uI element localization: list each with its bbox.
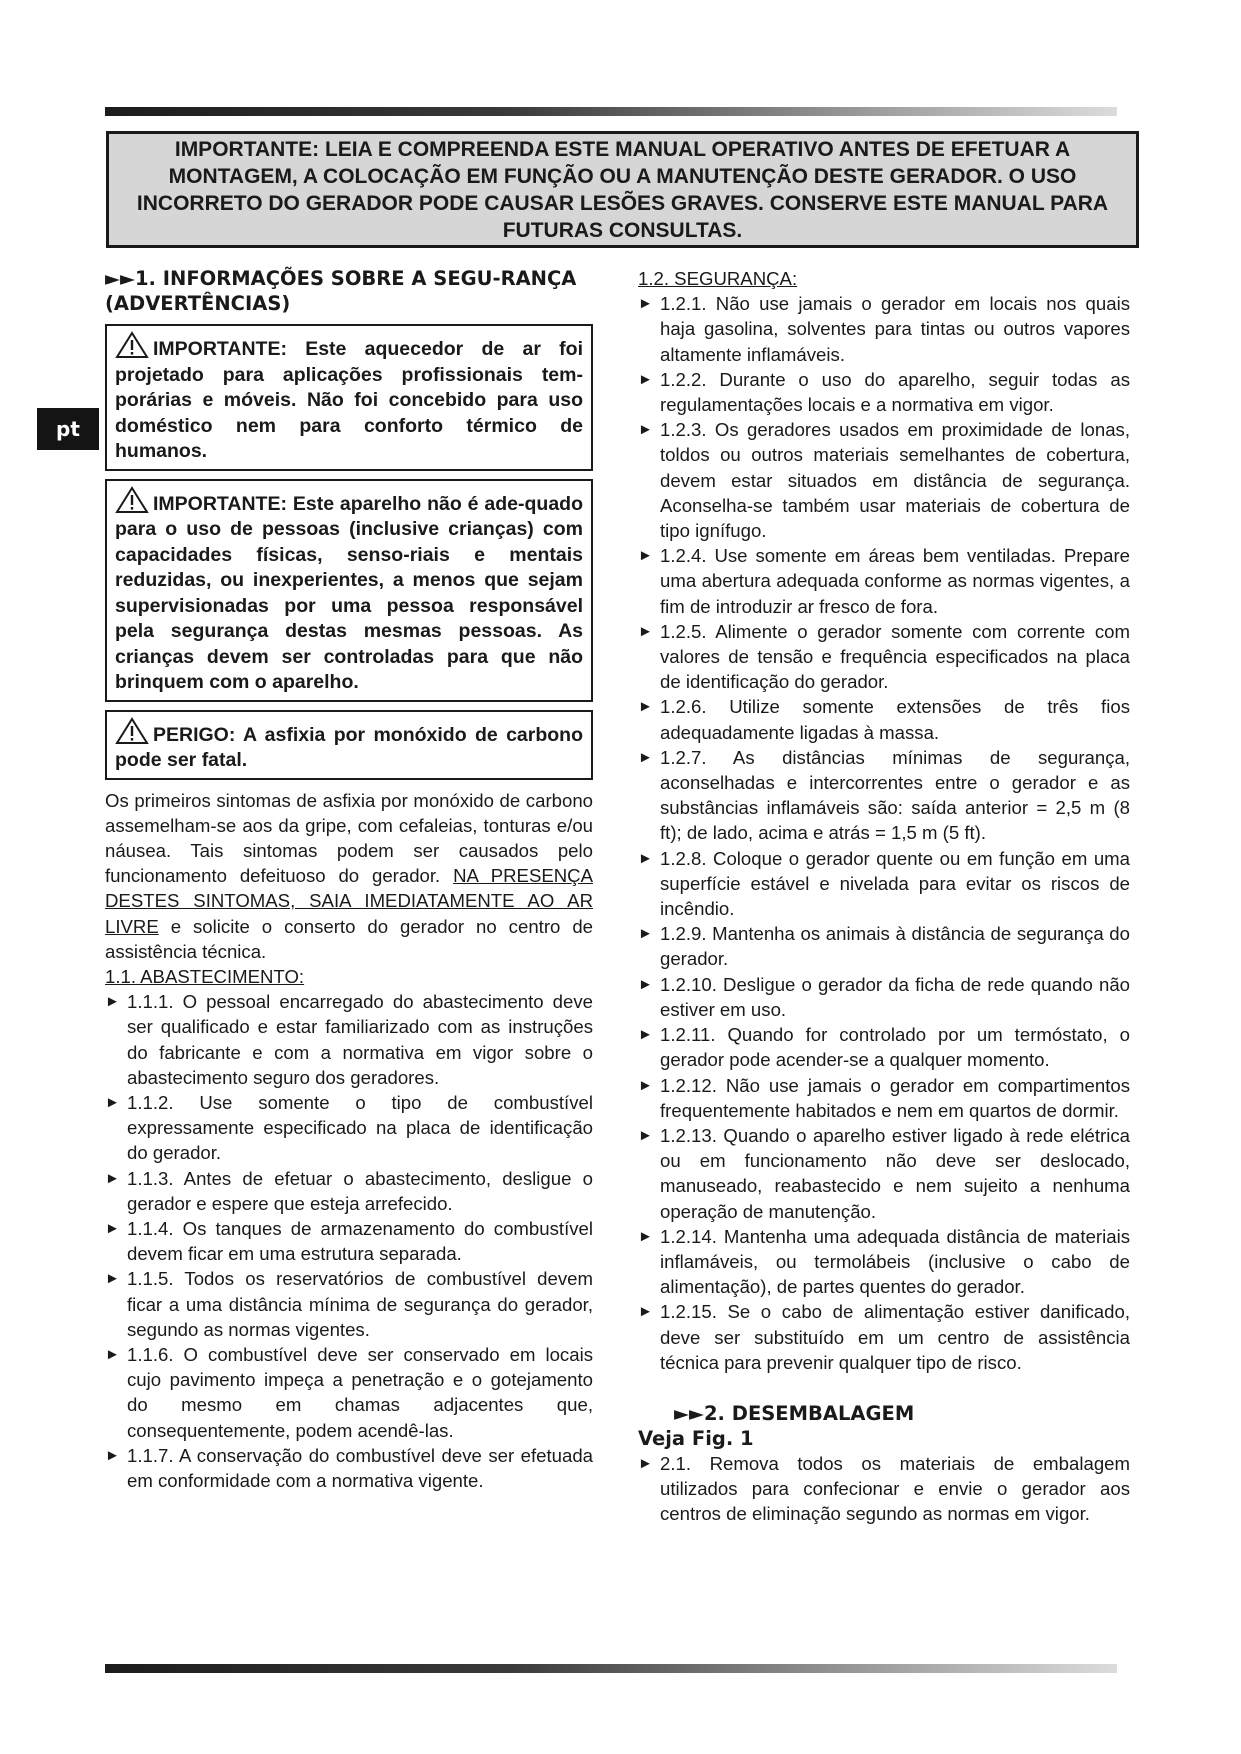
bullet-arrow-icon: ► xyxy=(638,295,653,313)
bullet-arrow-icon: ► xyxy=(638,421,653,439)
bullet-arrow-icon: ► xyxy=(638,698,653,716)
banner-text: IMPORTANTE: LEIA E COMPREENDA ESTE MANUAL OPERATIVO ANTES DE EFETUAR A MONTAGEM, A COLOCAÇÃO EM FUNÇÃO OU A MANUTENÇÃO DESTE GERADOR. O USO INCORRETO DO GERADOR PODE CAUSAR LESÕES GRAVES. CONSERVE ESTE MANUAL PARA FUTURAS CONSULTAS. xyxy=(136,137,1109,242)
list-item xyxy=(105,1266,593,1342)
bullet-arrow-icon: ► xyxy=(105,1219,120,1237)
section-2-subtitle: Veja Fig. 1 xyxy=(638,1426,754,1450)
list-item-text: 1.2.9. Mantenha os animais à distância de segurança do gerador. xyxy=(660,923,1130,970)
bullet-arrow-icon: ► xyxy=(105,993,120,1011)
section-1-title: ►►1. INFORMAÇÕES SOBRE A SEGU-RANÇA (ADVERTÊNCIAS) xyxy=(105,267,577,315)
list-1-1 xyxy=(105,989,593,1493)
list-item-text: 1.1.5. Todos os reservatórios de combustível devem ficar a uma distância mínima de segurança do gerador, segundo as normas vigentes. xyxy=(127,1268,593,1340)
co-text-underlined: NA PRESENÇA DESTES SINTOMAS, SAIA IMEDIATAMENTE AO AR LIVRE xyxy=(105,865,593,937)
bullet-arrow-icon: ► xyxy=(638,925,653,943)
list-item xyxy=(638,1299,1130,1375)
warning-triangle-icon xyxy=(115,486,149,514)
warning-box-3 xyxy=(105,710,593,780)
list-item xyxy=(638,921,1130,971)
list-item-text: 1.1.3. Antes de efetuar o abastecimento, desligue o gerador e espere que esteja arrefecido. xyxy=(127,1167,593,1214)
top-rule xyxy=(105,107,1117,116)
bullet-arrow-icon: ► xyxy=(638,1126,653,1144)
list-item-text: 1.2.2. Durante o uso do aparelho, seguir todas as regulamentações locais e a normativa em vigor. xyxy=(660,368,1130,416)
co-text-start: Os primeiros sintomas de asfixia por monóxido de carbono assemelham-se aos da gripe, com cefaleias, tonturas e/ou náusea. Tais sintomas podem ser causados pelo funcionamento defeituoso do gerador. xyxy=(105,789,593,887)
list-item xyxy=(105,1166,593,1216)
bullet-arrow-icon: ► xyxy=(105,1270,120,1288)
list-item-text: 1.2.5. Alimente o gerador somente com corrente com valores de tensão e frequência especificados na placa de identificação do gerador. xyxy=(660,620,1130,693)
list-item xyxy=(105,1090,593,1166)
list-item xyxy=(638,972,1130,1022)
list-item xyxy=(638,1073,1130,1123)
section-2-title: ►►2. DESEMBALAGEM xyxy=(674,1401,915,1425)
bullet-arrow-icon: ► xyxy=(105,1345,120,1363)
subsection-1-2-title: 1.2. SEGURANÇA: xyxy=(638,268,798,289)
list-item-text: 1.1.2. Use somente o tipo de combustível expressamente especificado na placa de identificação do gerador. xyxy=(127,1091,593,1164)
bullet-arrow-icon: ► xyxy=(105,1169,120,1187)
bullet-arrow-icon: ► xyxy=(638,1454,653,1472)
list-2 xyxy=(638,1451,1130,1527)
warning-box-1 xyxy=(105,324,593,471)
bullet-arrow-icon: ► xyxy=(638,622,653,640)
list-item-text: 1.2.15. Se o cabo de alimentação estiver danificado, deve ser substituído em um centro de assistência técnica para prevenir qualquer tipo de risco. xyxy=(660,1301,1130,1373)
list-item xyxy=(638,1022,1130,1072)
list-item xyxy=(638,1224,1130,1300)
list-item-text: 1.2.6. Utilize somente extensões de três fios adequadamente ligadas à massa. xyxy=(660,696,1130,743)
bullet-arrow-icon: ► xyxy=(638,370,653,388)
subsection-1-1-title: 1.1. ABASTECIMENTO: xyxy=(105,965,305,987)
warning-box-2 xyxy=(105,479,593,702)
warning-1-text: IMPORTANTE: Este aquecedor de ar foi projetado para aplicações profissionais tem-porárias e móveis. Não foi concebido para uso doméstico nem para conforto térmico de humanos. xyxy=(115,338,583,462)
list-item-text: 1.2.13. Quando o aparelho estiver ligado à rede elétrica ou em funcionamento não deve ser deslocado, manuseado, reabastecido e nem sujeito a nenhuma operação de manutenção. xyxy=(660,1124,1130,1222)
warning-triangle-icon xyxy=(115,717,149,745)
list-1-2 xyxy=(638,291,1130,1375)
important-banner xyxy=(106,131,1139,248)
warning-3-text: PERIGO: A asfixia por monóxido de carbono pode ser fatal. xyxy=(115,723,583,771)
bullet-arrow-icon: ► xyxy=(105,1446,120,1464)
list-item-text: 2.1. Remova todos os materiais de embalagem utilizados para confecionar e envie o gerador aos centros de eliminação segundo as normas em vigor. xyxy=(660,1452,1130,1525)
bullet-arrow-icon: ► xyxy=(638,1026,653,1044)
right-column xyxy=(638,266,1130,1527)
list-item-text: 1.2.3. Os geradores usados em proximidade de lonas, toldos ou outros materiais semelhantes de cobertura, devem estar situados em distância de segurança. Aconselha-se também usar materiais de cobertura de tipo ignífugo. xyxy=(660,419,1130,542)
co-text-end: e solicite o conserto do gerador no centro de assistência técnica. xyxy=(105,915,593,962)
bullet-arrow-icon: ► xyxy=(638,1076,653,1094)
warning-2-text: IMPORTANTE: Este aparelho não é ade-quado para o uso de pessoas (inclusive crianças) com capacidades físicas, senso-riais e mentais reduzidas, ou inexperientes, a menos que sejam supervisionadas por uma pessoa responsável pela segurança destas mesmas pessoas. As crianças devem ser controladas para que não brinquem com o aparelho. xyxy=(115,492,583,693)
bullet-arrow-icon: ► xyxy=(638,1227,653,1245)
list-item xyxy=(105,1216,593,1266)
list-item-text: 1.2.11. Quando for controlado por um termóstato, o gerador pode acender-se a qualquer momento. xyxy=(660,1024,1130,1071)
list-item-text: 1.2.10. Desligue o gerador da ficha de rede quando não estiver em uso. xyxy=(660,973,1130,1020)
list-item xyxy=(105,1342,593,1443)
section-2 xyxy=(638,1401,1130,1527)
list-item xyxy=(638,1123,1130,1224)
list-item-text: 1.2.7. As distâncias mínimas de segurança, aconselhadas e intercorrentes entre o gerador e as substâncias inflamáveis são: saída anterior = 2,5 m (8 ft); de lado, acima e atrás = 1,5 m (5 ft). xyxy=(660,746,1130,844)
co-symptoms-paragraph xyxy=(105,788,593,964)
language-tab: pt xyxy=(37,408,99,450)
list-item-text: 1.1.4. Os tanques de armazenamento do combustível devem ficar em uma estrutura separada. xyxy=(127,1217,593,1265)
list-item-text: 1.1.1. O pessoal encarregado do abastecimento deve ser qualificado e estar familiarizado com as instruções do fabricante e com a normativa em vigor sobre o abastecimento seguro dos geradores. xyxy=(127,991,593,1088)
list-item-text: 1.1.6. O combustível deve ser conservado em locais cujo pavimento impeça a penetração e o gotejamento do mesmo em chamas adjacentes que, consequentemente, podem acendê-las. xyxy=(127,1343,593,1441)
list-item xyxy=(638,846,1130,922)
list-item xyxy=(638,1451,1130,1527)
bullet-arrow-icon: ► xyxy=(105,1093,120,1111)
bullet-arrow-icon: ► xyxy=(638,975,653,993)
list-item xyxy=(105,989,593,1090)
list-item-text: 1.2.4. Use somente em áreas bem ventiladas. Prepare uma abertura adequada conforme as normas vigentes, a fim de introduzir ar fresco de fora. xyxy=(660,545,1130,617)
bullet-arrow-icon: ► xyxy=(638,849,653,867)
list-item-text: 1.2.14. Mantenha uma adequada distância de materiais inflamáveis, ou termolábeis (inclusive o cabo de alimentação), de partes quentes do gerador. xyxy=(660,1225,1130,1298)
list-item-text: 1.2.8. Coloque o gerador quente ou em função em uma superfície estável e nivelada para evitar os riscos de incêndio. xyxy=(660,847,1130,920)
list-item xyxy=(638,417,1130,543)
list-item xyxy=(638,367,1130,417)
bottom-rule xyxy=(105,1664,1117,1673)
list-item xyxy=(638,694,1130,744)
list-item-text: 1.1.7. A conservação do combustível deve ser efetuada em conformidade com a normativa vigente. xyxy=(127,1444,593,1491)
list-item xyxy=(638,745,1130,846)
left-column xyxy=(105,266,593,1493)
list-item-text: 1.2.12. Não use jamais o gerador em compartimentos frequentemente habitados e nem em quartos de dormir. xyxy=(660,1074,1130,1121)
bullet-arrow-icon: ► xyxy=(638,1303,653,1321)
bullet-arrow-icon: ► xyxy=(638,748,653,766)
list-item-text: 1.2.1. Não use jamais o gerador em locais nos quais haja gasolina, solventes para tintas ou outros vapores altamente inflamáveis. xyxy=(660,293,1130,365)
list-item xyxy=(638,619,1130,695)
list-item xyxy=(105,1443,593,1493)
warning-triangle-icon xyxy=(115,331,149,359)
list-item xyxy=(638,291,1130,367)
bullet-arrow-icon: ► xyxy=(638,547,653,565)
list-item xyxy=(638,543,1130,619)
